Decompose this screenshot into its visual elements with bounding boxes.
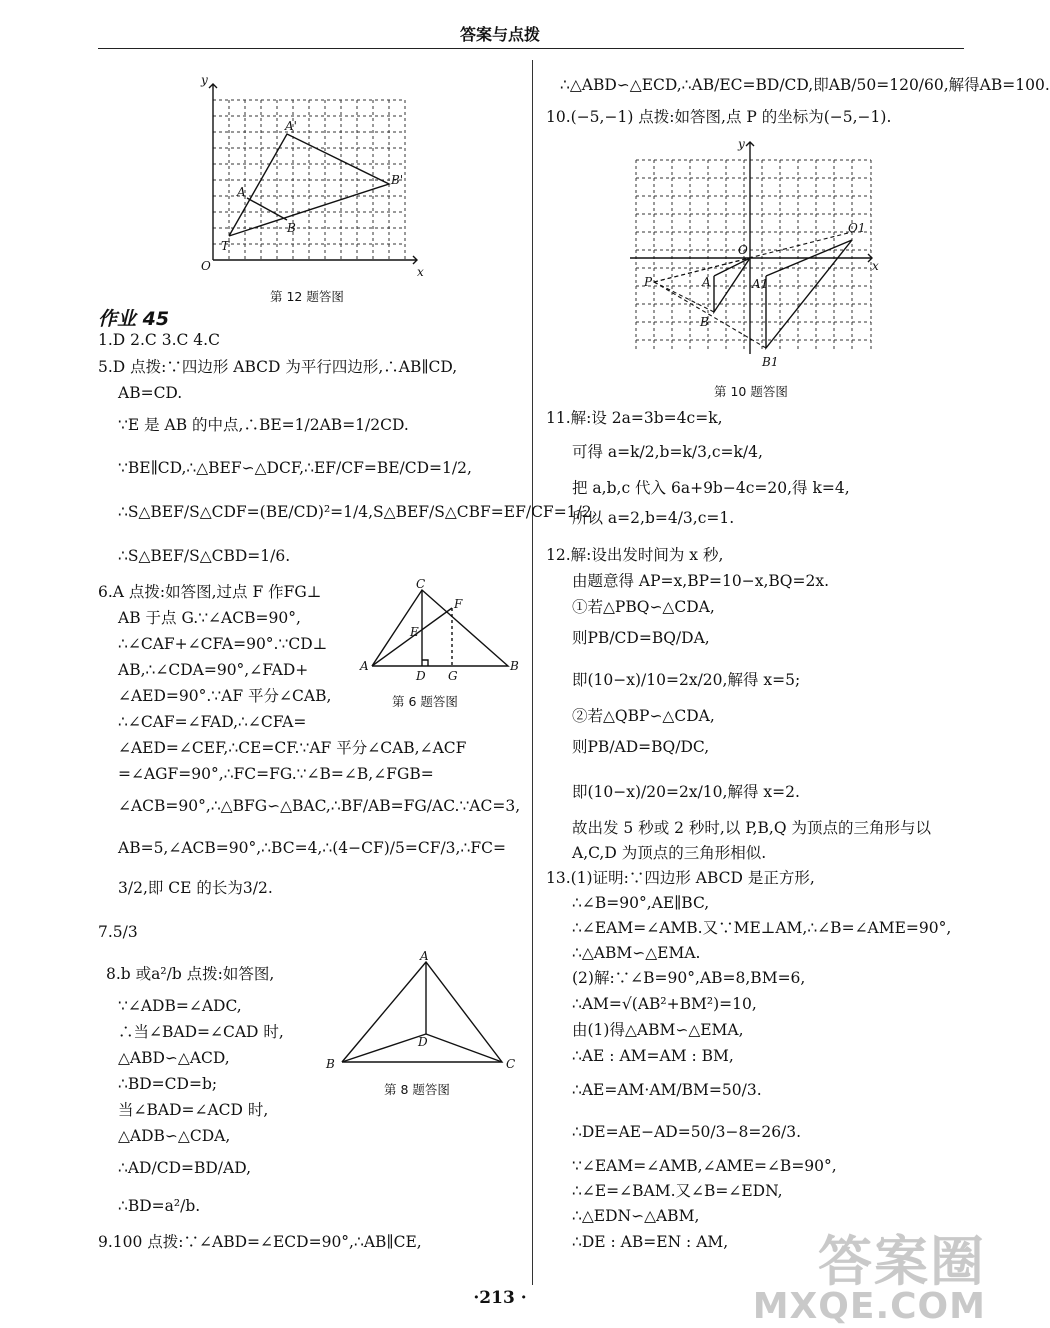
fig10-label-A: A: [702, 275, 711, 289]
right-line-14: 即(10−x)/20=2x/10,解得 x=2.: [572, 783, 800, 801]
right-line-4: 可得 a=k/2,b=k/3,c=k/4,: [572, 443, 763, 461]
fig10-label-x: x: [872, 259, 879, 273]
watermark: [752, 1230, 986, 1327]
left-line-16: ∠ACB=90°,∴△BFG∽△BAC,∴BF/AB=FG/AC.∵AC=3,: [118, 797, 521, 815]
fig8-label-B: B: [326, 1057, 335, 1071]
figure-12-caption: 第 12 题答图: [270, 289, 344, 304]
left-line-19: 7.5/3: [98, 923, 138, 941]
fig6-label-B: B: [510, 659, 519, 673]
right-line-24: ∴AE : AM=AM : BM,: [572, 1047, 734, 1065]
right-line-26: ∴DE=AE−AD=50/3−8=26/3.: [572, 1123, 802, 1141]
fig12-label-y: y: [201, 73, 208, 87]
fig10-label-O: O: [738, 243, 748, 257]
fig10-label-y: y: [738, 137, 745, 151]
left-line-26: △ADB∽△CDA,: [118, 1127, 231, 1145]
section-title: 作业 45: [98, 308, 170, 330]
page-header-title: 答案与点拨: [459, 25, 540, 44]
left-line-9: AB 于点 G.∵∠ACB=90°,: [118, 609, 301, 627]
figure-8: [320, 950, 520, 1075]
left-line-21: ∵∠ADB=∠ADC,: [118, 997, 242, 1015]
left-line-6: ∴S△BEF/S△CDF=(BE/CD)²=1/4,S△BEF/S△CBF=EF/CF=1/2,: [118, 503, 597, 521]
fig6-label-E: E: [410, 625, 419, 639]
fig10-label-P: P: [644, 275, 653, 289]
left-line-24: ∴BD=CD=b;: [118, 1075, 218, 1093]
fig6-label-A: A: [360, 659, 369, 673]
fig12-label-A: A: [237, 185, 246, 199]
right-line-23: 由(1)得△ABM∽△EMA,: [572, 1021, 744, 1039]
right-line-8: 由题意得 AP=x,BP=10−x,BQ=2x.: [572, 572, 830, 590]
right-line-19: ∴∠EAM=∠AMB.又∵ME⊥AM,∴∠B=∠AME=90°,: [572, 919, 952, 937]
right-line-17: 13.(1)证明:∵四边形 ABCD 是正方形,: [546, 869, 815, 887]
right-line-11: 即(10−x)/10=2x/20,解得 x=5;: [572, 671, 801, 689]
fig12-label-B: B: [287, 221, 296, 235]
right-line-12: ②若△QBP∽△CDA,: [572, 707, 715, 725]
right-line-29: ∴△EDN∽△ABM,: [572, 1207, 700, 1225]
left-line-1: 1.D 2.C 3.C 4.C: [98, 331, 220, 349]
left-line-28: ∴BD=a²/b.: [118, 1197, 201, 1215]
right-line-2: 10.(−5,−1) 点拨:如答图,点 P 的坐标为(−5,−1).: [546, 108, 892, 126]
right-line-25: ∴AE=AM·AM/BM=50/3.: [572, 1081, 762, 1099]
right-line-9: ①若△PBQ∽△CDA,: [572, 598, 715, 616]
figure-6-caption: 第 6 题答图: [392, 694, 458, 709]
left-line-18: 3/2,即 CE 的长为3/2.: [118, 879, 273, 897]
fig10-label-A1: A1: [752, 277, 769, 291]
left-line-22: ∴当∠BAD=∠CAD 时,: [118, 1023, 284, 1041]
right-line-27: ∵∠EAM=∠AMB,∠AME=∠B=90°,: [572, 1157, 837, 1175]
fig12-label-A-prime: A': [285, 119, 297, 133]
fig8-label-D: D: [418, 1035, 428, 1049]
left-line-2: 5.D 点拨:∵四边形 ABCD 为平行四边形,∴AB∥CD,: [98, 358, 458, 376]
fig6-label-G: G: [448, 669, 458, 683]
figure-12: [185, 70, 430, 285]
fig6-label-C: C: [416, 577, 426, 591]
fig8-label-C: C: [506, 1057, 516, 1071]
watermark-url: MXQE.COM: [752, 1286, 986, 1327]
left-line-5: ∵BE∥CD,∴△BEF∽△DCF,∴EF/CF=BE/CD=1/2,: [118, 459, 472, 477]
right-line-3: 11.解:设 2a=3b=4c=k,: [546, 409, 723, 427]
left-line-8: 6.A 点拨:如答图,过点 F 作FG⊥: [98, 583, 322, 601]
column-divider: [532, 60, 533, 1285]
right-line-28: ∴∠E=∠BAM.又∠B=∠EDN,: [572, 1182, 783, 1200]
figure-8-caption: 第 8 题答图: [384, 1082, 450, 1097]
left-line-14: ∠AED=∠CEF,∴CE=CF.∵AF 平分∠CAB,∠ACF: [118, 739, 467, 757]
left-line-25: 当∠BAD=∠ACD 时,: [118, 1101, 269, 1119]
left-line-20: 8.b 或a²/b 点拨:如答图,: [106, 965, 275, 983]
right-line-7: 12.解:设出发时间为 x 秒,: [546, 546, 724, 564]
left-line-7: ∴S△BEF/S△CBD=1/6.: [118, 547, 291, 565]
fig6-label-D: D: [416, 669, 426, 683]
right-line-30: ∴DE : AB=EN : AM,: [572, 1233, 729, 1251]
left-line-4: ∵E 是 AB 的中点,∴BE=1/2AB=1/2CD.: [118, 416, 409, 434]
left-line-3: AB=CD.: [118, 384, 183, 402]
figure-10: [626, 136, 886, 376]
fig10-label-B1: B1: [762, 355, 779, 369]
right-line-10: 则PB/CD=BQ/DA,: [572, 629, 710, 647]
right-line-6: 所以 a=2,b=4/3,c=1.: [572, 509, 735, 527]
left-line-10: ∴∠CAF+∠CFA=90°.∵CD⊥: [118, 635, 328, 653]
fig10-label-O1: O1: [848, 221, 866, 235]
right-line-1: ∴△ABD∽△ECD,∴AB/EC=BD/CD,即AB/50=120/60,解得AB=100.: [560, 76, 1050, 94]
left-line-12: ∠AED=90°.∵AF 平分∠CAB,: [118, 687, 332, 705]
figure-6: [360, 578, 520, 683]
right-line-5: 把 a,b,c 代入 6a+9b−4c=20,得 k=4,: [572, 479, 850, 497]
fig6-label-F: F: [454, 597, 463, 611]
left-line-11: AB,∴∠CDA=90°,∠FAD+: [118, 661, 309, 679]
fig10-label-B: B: [700, 315, 709, 329]
fig12-label-B-prime: B': [391, 173, 404, 187]
left-line-23: △ABD∽△ACD,: [118, 1049, 230, 1067]
right-line-16: A,C,D 为顶点的三角形相似.: [572, 844, 767, 862]
left-line-29: 9.100 点拨:∵∠ABD=∠ECD=90°,∴AB∥CE,: [98, 1233, 422, 1251]
header-rule: [98, 48, 964, 49]
fig8-label-A: A: [420, 949, 429, 963]
right-line-18: ∴∠B=90°,AE∥BC,: [572, 894, 710, 912]
left-line-13: ∴∠CAF=∠FAD,∴∠CFA=: [118, 713, 307, 731]
figure-10-caption: 第 10 题答图: [714, 384, 788, 399]
right-line-21: (2)解:∵∠B=90°,AB=8,BM=6,: [572, 969, 806, 987]
right-line-13: 则PB/AD=BQ/DC,: [572, 738, 710, 756]
page-number: ·213 ·: [473, 1288, 527, 1308]
right-line-15: 故出发 5 秒或 2 秒时,以 P,B,Q 为顶点的三角形与以: [572, 819, 931, 837]
fig12-label-x: x: [417, 265, 424, 279]
left-line-15: =∠AGF=90°,∴FC=FG.∵∠B=∠B,∠FGB=: [118, 765, 434, 783]
fig12-label-T: T: [221, 239, 230, 253]
left-line-27: ∴AD/CD=BD/AD,: [118, 1159, 252, 1177]
fig12-label-O: O: [201, 259, 211, 273]
watermark-logo-text: 答案圈: [818, 1230, 986, 1293]
right-line-20: ∴△ABM∽△EMA.: [572, 944, 701, 962]
right-line-22: ∴AM=√(AB²+BM²)=10,: [572, 995, 757, 1013]
left-line-17: AB=5,∠ACB=90°,∴BC=4,∴(4−CF)/5=CF/3,∴FC=: [118, 839, 506, 857]
